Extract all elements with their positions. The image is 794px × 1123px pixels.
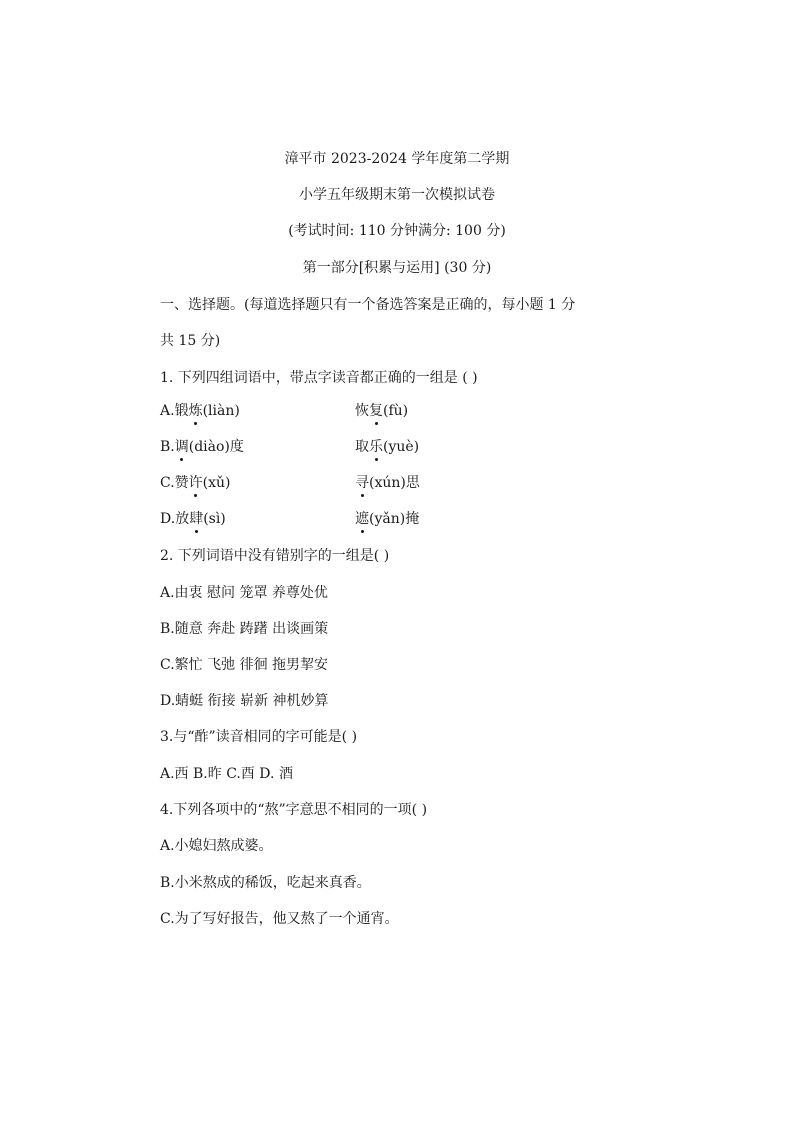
dotted-char: 许 — [189, 472, 203, 492]
q1-option-b-right — [355, 436, 419, 456]
option-label: C. — [160, 475, 175, 491]
q2-option-c: C.繁忙 飞弛 徘徊 拖男挈安 — [160, 657, 329, 673]
pinyin: (xún)思 — [369, 475, 420, 491]
q1-option-a — [160, 400, 240, 420]
part-title: 第一部分[积累与运用] (30 分) — [302, 260, 492, 276]
word-pre: 恢 — [355, 403, 369, 419]
pinyin: (xǔ) — [202, 475, 231, 491]
pinyin: (liàn) — [202, 403, 240, 419]
dotted-char: 调 — [175, 436, 189, 456]
question-3-stem: 3.与“酢”读音相同的字可能是( ) — [160, 729, 358, 745]
exam-subtitle: 小学五年级期末第一次模拟试卷 — [299, 187, 495, 203]
q4-option-b: B.小米熬成的稀饭，吃起来真香。 — [160, 875, 371, 891]
option-label: A. — [160, 403, 175, 419]
pinyin: (yǎn)掩 — [369, 511, 420, 527]
pinyin: (sì) — [203, 511, 226, 527]
exam-info: (考试时间: 110 分钟满分: 100 分) — [288, 223, 506, 239]
word-pre: 赞 — [174, 475, 189, 491]
q1-option-d — [160, 508, 226, 528]
dotted-char: 复 — [369, 400, 383, 420]
option-label: D. — [160, 511, 176, 527]
q4-option-c: C.为了写好报告，他又熬了一个通宵。 — [160, 911, 399, 927]
dotted-char: 寻 — [355, 472, 369, 492]
dotted-char: 炼 — [189, 400, 203, 420]
q1-option-b — [160, 436, 244, 456]
section-heading: 一、选择题。(每道选择题只有一个备选答案是正确的，每小题 1 分 — [160, 297, 576, 313]
pinyin: (fù) — [383, 403, 409, 419]
pinyin: (yuè) — [383, 439, 420, 455]
q1-option-c — [160, 472, 231, 492]
q2-option-a: A.由衷 慰问 笼罩 养尊处优 — [160, 585, 328, 601]
dotted-char: 遮 — [355, 508, 369, 528]
question-2-stem: 2. 下列词语中没有错别字的一组是( ) — [160, 548, 390, 564]
q4-option-a: A.小媳妇熬成婆。 — [160, 838, 273, 854]
word-pre: 放 — [175, 511, 190, 527]
pinyin: (diào)度 — [188, 439, 244, 455]
q3-options: A.西 B.昨 C.酉 D. 酒 — [160, 766, 293, 782]
question-1-stem: 1. 下列四组词语中，带点字读音都正确的一组是 ( ) — [160, 370, 478, 386]
word-pre: 取 — [355, 439, 369, 455]
q1-option-a-right — [355, 400, 408, 420]
q2-option-b: B.随意 奔赴 踌躇 出谈画策 — [160, 621, 329, 637]
word-pre: 锻 — [174, 403, 189, 419]
dotted-char: 肆 — [189, 508, 203, 528]
question-4-stem: 4.下列各项中的“熬”字意思不相同的一项( ) — [160, 802, 428, 818]
dotted-char: 乐 — [369, 436, 383, 456]
section-heading-cont: 共 15 分) — [160, 333, 221, 349]
q1-option-c-right — [355, 472, 420, 492]
option-label: B. — [160, 439, 175, 455]
q2-option-d: D.蜻蜓 衔接 崭新 神机妙算 — [160, 693, 329, 709]
q1-option-d-right — [355, 508, 419, 528]
exam-title: 漳平市 2023-2024 学年度第二学期 — [284, 151, 510, 167]
